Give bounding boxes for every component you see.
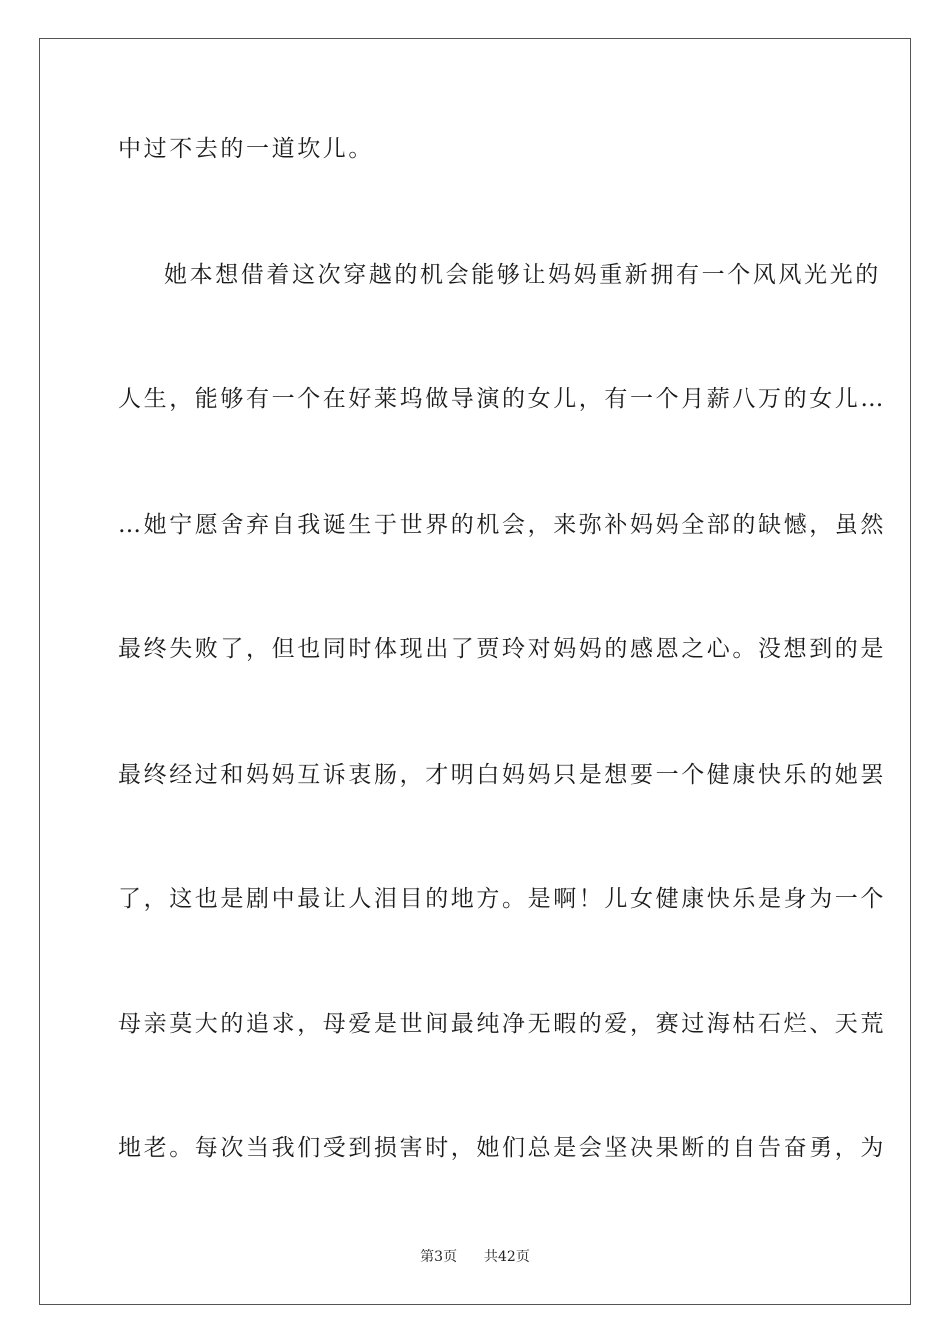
- page-number: 第3页: [420, 1249, 458, 1265]
- page-footer: [0, 1247, 950, 1267]
- paragraph-line: 母亲莫大的追求，母爱是世间最纯净无暇的爱，赛过海枯石烂、天荒: [118, 1011, 886, 1037]
- paragraph-line: 最终失败了，但也同时体现出了贾玲对妈妈的感恩之心。没想到的是: [118, 636, 886, 662]
- page-total: 共42页: [484, 1249, 530, 1265]
- page-border: [39, 38, 911, 1305]
- paragraph-line: 最终经过和妈妈互诉衷肠，才明白妈妈只是想要一个健康快乐的她罢: [118, 762, 886, 788]
- paragraph-line: 中过不去的一道坎儿。: [118, 136, 374, 162]
- paragraph-line: 地老。每次当我们受到损害时，她们总是会坚决果断的自告奋勇，为: [118, 1135, 886, 1161]
- paragraph-line: 人生，能够有一个在好莱坞做导演的女儿，有一个月薪八万的女儿…: [118, 386, 886, 412]
- paragraph-line-indented: 她本想借着这次穿越的机会能够让妈妈重新拥有一个风风光光的: [164, 262, 881, 288]
- paragraph-line: …她宁愿舍弃自我诞生于世界的机会，来弥补妈妈全部的缺憾，虽然: [118, 512, 886, 538]
- paragraph-line: 了，这也是剧中最让人泪目的地方。是啊！儿女健康快乐是身为一个: [118, 886, 886, 912]
